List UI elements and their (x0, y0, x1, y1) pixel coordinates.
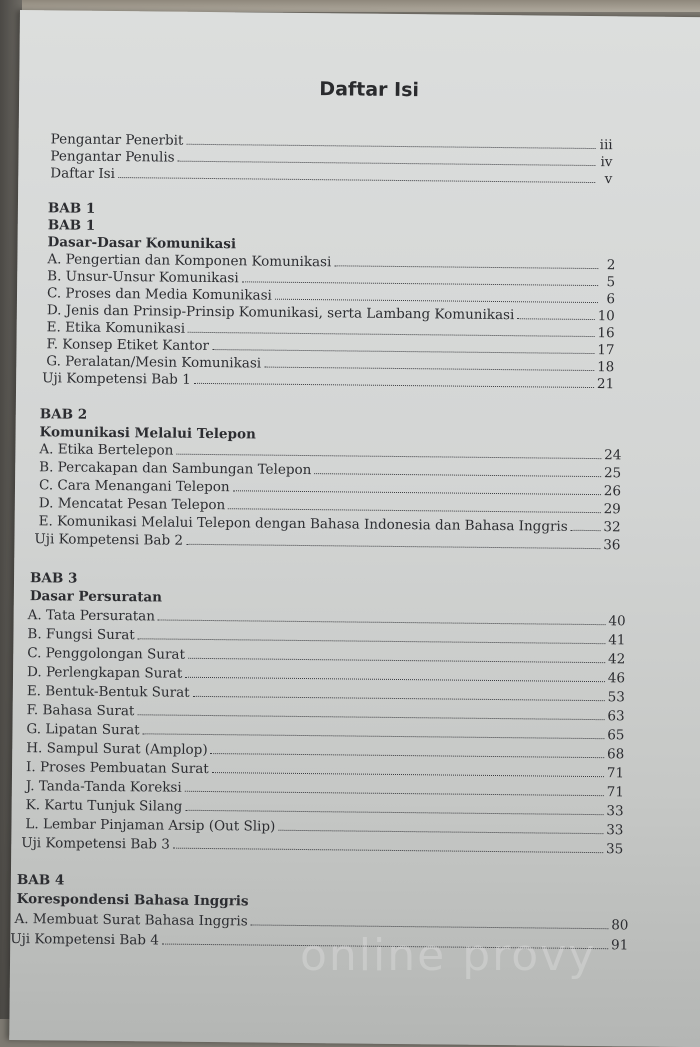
toc-entry: C. Penggolongan Surat 42 (27, 645, 626, 668)
dot-leader (178, 160, 596, 166)
toc-entry: Daftar Isi v (50, 165, 613, 188)
toc-entry: A. Etika Bertelepon 24 (39, 441, 622, 464)
toc-entry: Pengantar Penerbit iii (50, 131, 613, 154)
toc-entry: D. Mencatat Pesan Telepon 29 (38, 495, 621, 518)
toc-entry: E. Etika Komunikasi 16 (46, 319, 615, 342)
dot-leader (275, 298, 598, 303)
chapter-heading: BAB 1 (47, 217, 96, 234)
toc-entry: F. Bahasa Surat 63 (26, 702, 625, 725)
dot-leader (228, 507, 600, 513)
dot-leader (334, 264, 598, 269)
dot-leader (212, 348, 594, 354)
toc-entry: Pengantar Penulis iv (50, 148, 613, 171)
toc-entry: G. Lipatan Surat 65 (26, 721, 625, 744)
toc-entry: Uji Kompetensi Bab 4 91 (10, 930, 629, 954)
dot-leader (278, 829, 603, 834)
dot-leader (185, 809, 603, 815)
chapter-title: Korespondensi Bahasa Inggris (16, 891, 249, 910)
dot-leader (517, 317, 594, 320)
dot-leader (138, 637, 605, 644)
dot-leader (186, 143, 595, 149)
dot-leader (314, 472, 601, 477)
dot-leader (264, 366, 594, 371)
chapter-title: Dasar Persuratan (29, 588, 163, 606)
dot-leader (194, 382, 594, 388)
toc-entry: A. Pengertian dan Komponen Komunikasi 2 (47, 251, 616, 274)
page-title: Daftar Isi (319, 78, 420, 102)
chapter-heading: BAB 2 (39, 406, 88, 423)
chapter-title: Komunikasi Melalui Telepon (39, 424, 256, 443)
dot-leader (251, 923, 609, 929)
dot-leader (212, 771, 604, 777)
book-page (9, 10, 700, 1047)
toc-entry: A. Tata Persuratan 40 (27, 607, 626, 630)
dot-leader (233, 489, 601, 495)
chapter-heading: BAB 4 (16, 872, 65, 889)
dot-leader (173, 847, 603, 854)
toc-entry: B. Unsur-Unsur Komunikasi 5 (47, 268, 616, 291)
dot-leader (185, 790, 604, 796)
dot-leader (143, 732, 605, 739)
toc-entry: Uji Kompetensi Bab 2 36 (34, 531, 621, 554)
dot-leader (188, 657, 605, 663)
dot-leader (158, 618, 605, 625)
toc-entry: B. Fungsi Surat 41 (27, 626, 626, 649)
toc-entry: Uji Kompetensi Bab 3 35 (21, 835, 624, 858)
dot-leader (176, 453, 601, 459)
toc-entry: D. Perlengkapan Surat 46 (26, 664, 626, 687)
dot-leader (186, 543, 600, 549)
chapter-heading: BAB 3 (29, 570, 78, 587)
toc-entry: H. Sampul Surat (Amplop) 68 (26, 740, 625, 763)
dot-leader (188, 331, 594, 337)
dot-leader (242, 280, 599, 286)
dot-leader (571, 529, 601, 531)
toc-entry: A. Membuat Surat Bahasa Inggris 80 (14, 910, 629, 934)
toc-entry: B. Percakapan dan Sambungan Telepon 25 (39, 459, 622, 482)
toc-entry: D. Jenis dan Prinsip-Prinsip Komunikasi, serta Lambang Komunikasi 10 (46, 302, 615, 325)
toc-entry: J. Tanda-Tanda Koreksi 71 (25, 778, 624, 801)
toc-entry: C. Proses dan Media Komunikasi 6 (46, 285, 616, 308)
dot-leader (118, 176, 595, 183)
toc-entry: E. Bentuk-Bentuk Surat 53 (26, 683, 625, 706)
toc-entry: K. Kartu Tunjuk Silang 33 (25, 797, 624, 820)
toc-entry: G. Peralatan/Mesin Komunikasi 18 (46, 353, 615, 376)
chapter-title: Dasar-Dasar Komunikasi (47, 234, 237, 253)
toc-entry: C. Cara Menangani Telepon 26 (38, 477, 622, 500)
dot-leader (211, 752, 604, 758)
dot-leader (137, 713, 604, 720)
toc-entry: L. Lembar Pinjaman Arsip (Out Slip) 33 (25, 816, 624, 839)
chapter-heading: BAB 1 (47, 200, 96, 217)
toc-entry: I. Proses Pembuatan Surat 71 (25, 759, 625, 782)
watermark: online provy (300, 930, 597, 981)
toc-entry: F. Konsep Etiket Kantor 17 (46, 336, 615, 359)
toc-entry: Uji Kompetensi Bab 1 21 (42, 370, 615, 393)
toc-entry: E. Komunikasi Melalui Telepon dengan Bahasa Indonesia dan Bahasa Inggris 32 (38, 513, 621, 536)
dot-leader (185, 676, 605, 682)
dot-leader (193, 695, 605, 701)
